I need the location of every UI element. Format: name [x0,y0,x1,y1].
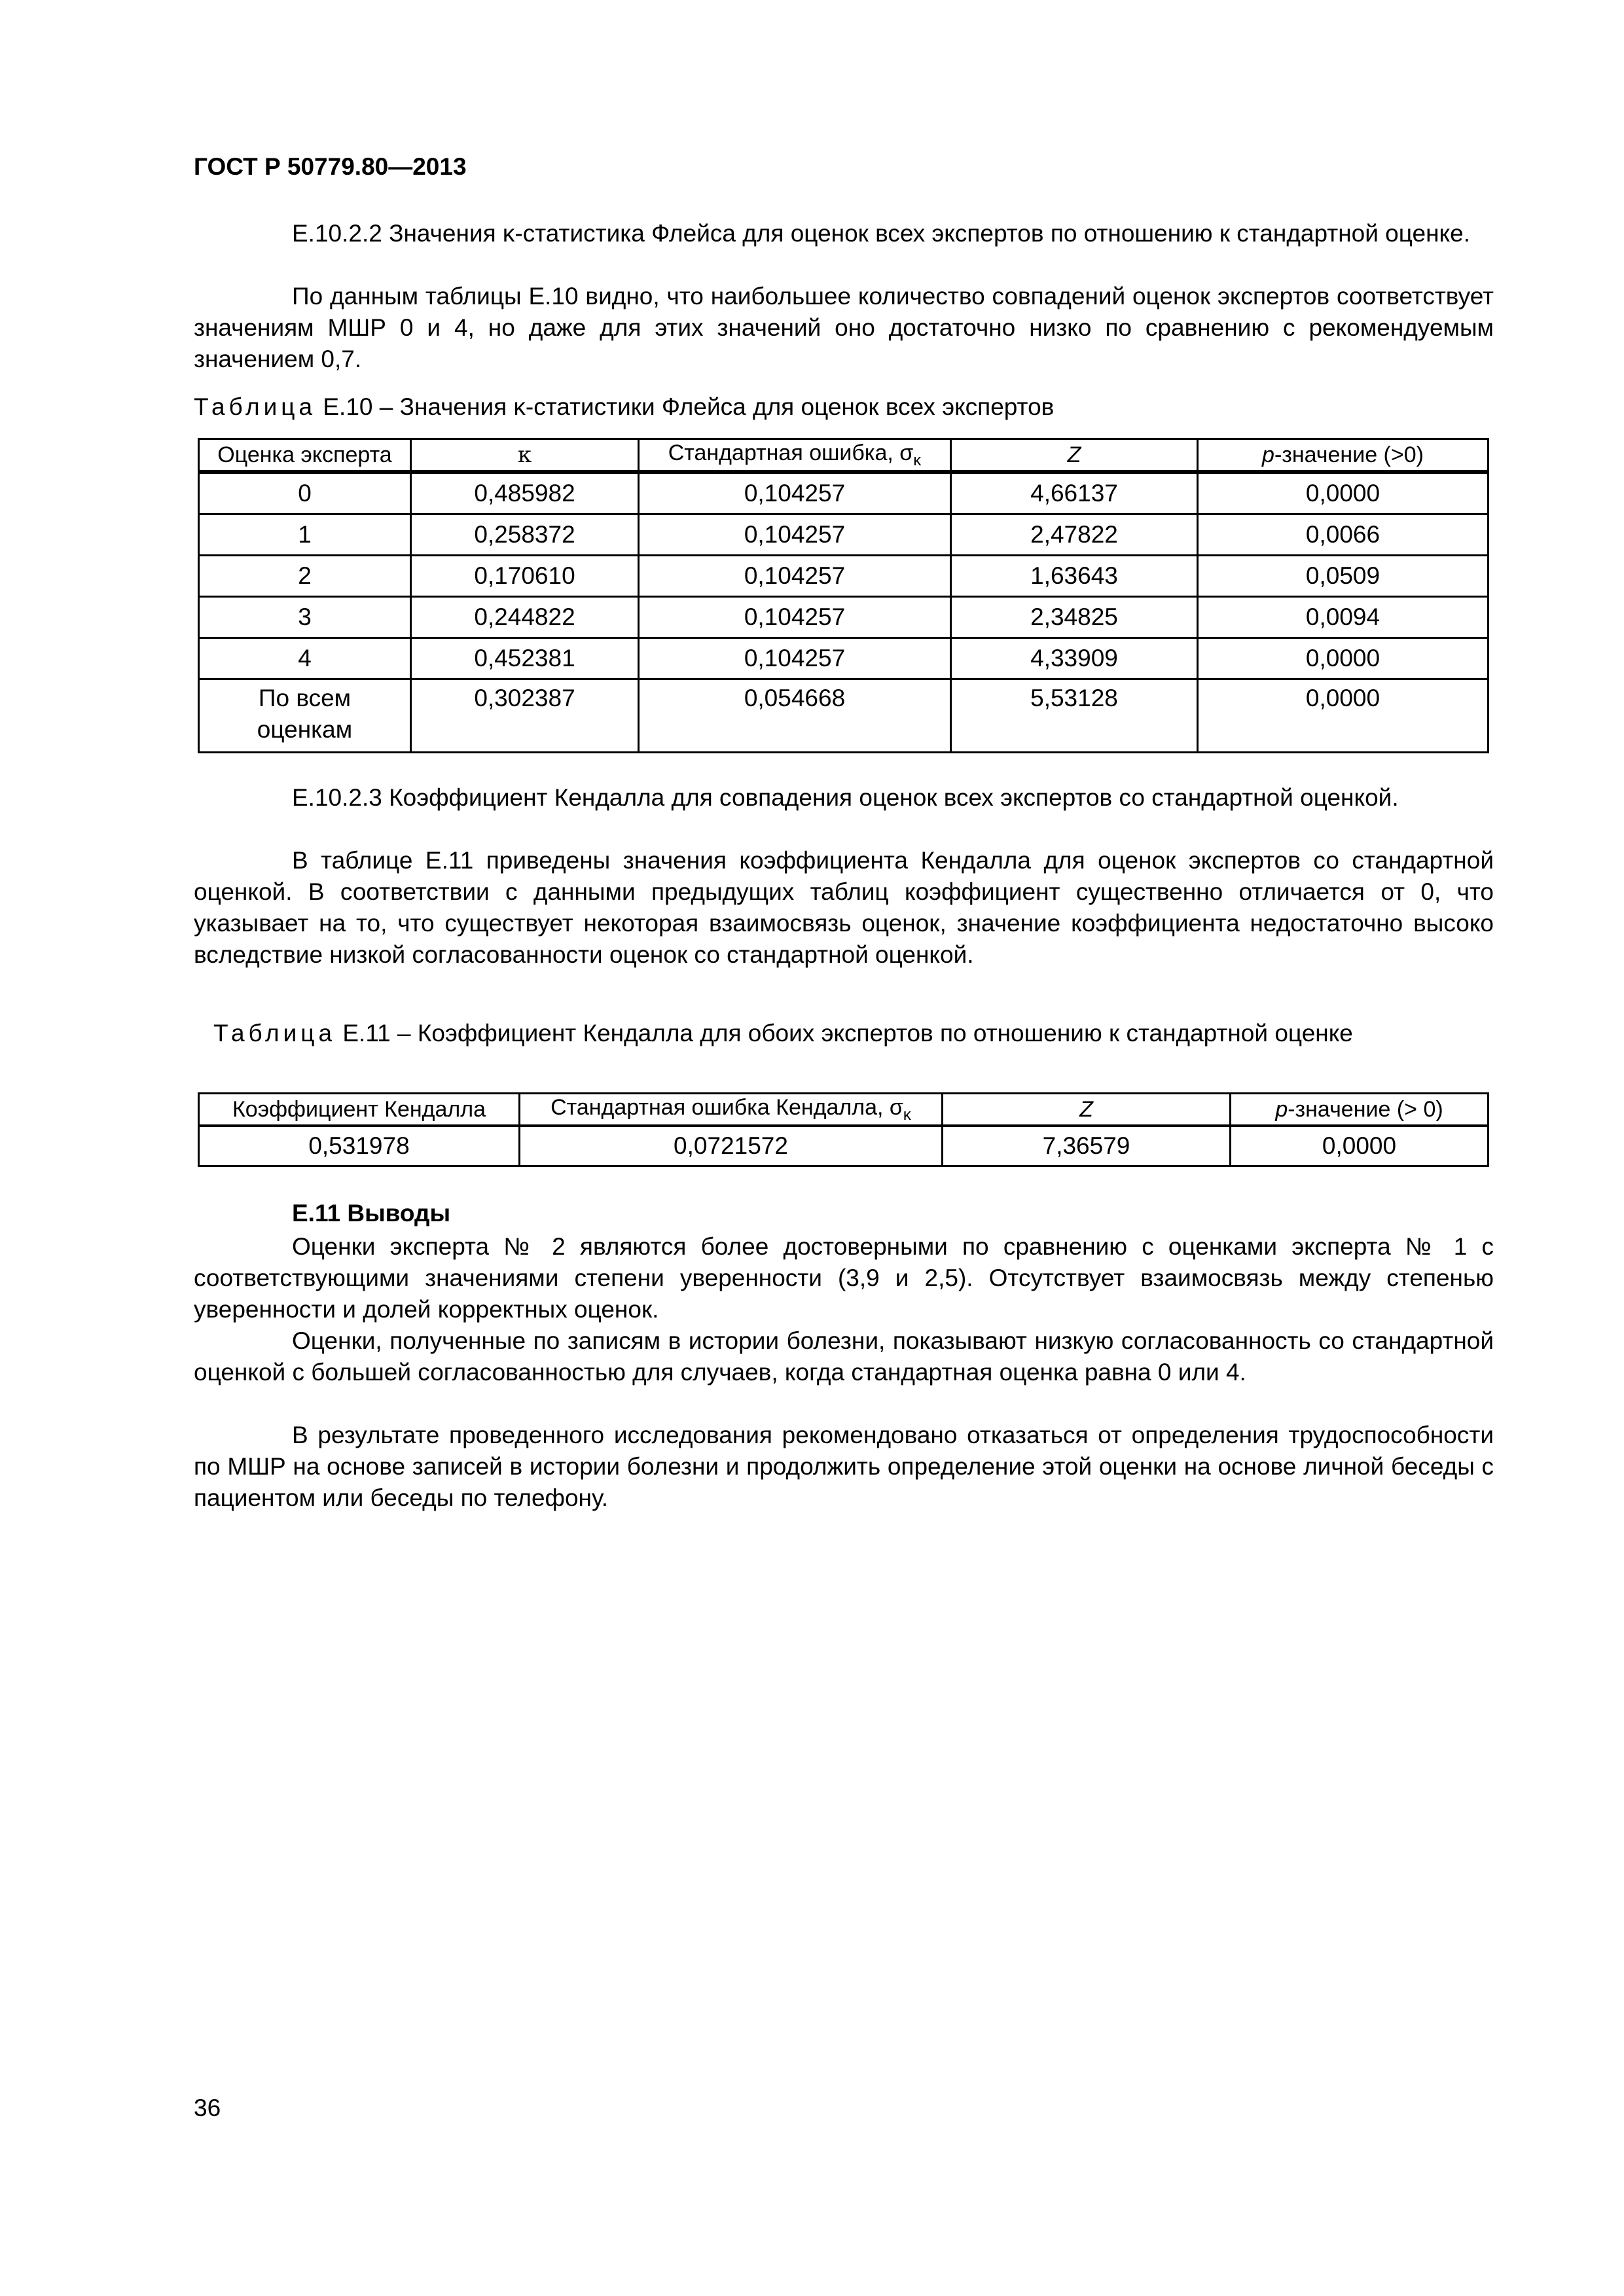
header-p-text: -значение (>0) [1274,442,1424,467]
cell-kappa: 0,485982 [411,472,639,514]
cell-kappa: 0,244822 [411,597,639,638]
table-e10-caption-label: Таблица [194,393,317,420]
cell-p: 0,0000 [1198,472,1489,514]
table-e10 [198,438,1489,753]
cell-z: 4,66137 [951,472,1198,514]
cell-z: 2,34825 [951,597,1198,638]
header-std-error-text: Стандартная ошибка, σ [668,440,914,465]
paragraph-e10-analysis: По данным таблицы Е.10 видно, что наибольшее количество совпадений оценок экспертов соответствует значениям МШР 0 и 4, но даже для этих значений оно достаточно низко по сравнению с рекомендуемым значением 0,7. [194,283,1494,372]
header-kendall: Коэффициент Кендалла [199,1094,520,1126]
cell-z: 2,47822 [951,514,1198,556]
cell-p: 0,0509 [1198,556,1489,597]
cell-score: 1 [199,514,411,556]
cell-kappa: 0,258372 [411,514,639,556]
table-e11 [198,1092,1489,1167]
header-kappa: κ [411,439,639,473]
table-e10-caption-text: Е.10 – Значения κ-статистики Флейса для оценок всех экспертов [316,393,1055,420]
header-std-error-sub: κ [913,451,922,469]
table-row [199,638,1489,679]
table-e11-caption-label: Таблица [213,1020,336,1047]
cell-score-total-line2: оценкам [257,716,353,743]
cell-p: 0,0000 [1231,1126,1489,1166]
cell-score: 3 [199,597,411,638]
cell-se: 0,104257 [639,556,951,597]
header-p-value [1198,439,1489,473]
cell-se: 0,054668 [639,679,951,753]
header-p-letter: p [1275,1096,1288,1122]
cell-z: 4,33909 [951,638,1198,679]
section-title-e11: Е.11 Выводы [292,1200,451,1227]
table-header-row [199,439,1489,473]
cell-se: 0,104257 [639,638,951,679]
paragraph-conclusion-2: Оценки, полученные по записям в истории болезни, показывают низкую согласованность со стандартной оценкой с большей согласованностью для случаев, когда стандартная оценка равна 0 или 4. [194,1327,1494,1386]
cell-p: 0,0066 [1198,514,1489,556]
cell-se: 0,104257 [639,597,951,638]
header-std-error [639,439,951,473]
paragraph-e10-2-3: Е.10.2.3 Коэффициент Кендалла для совпадения оценок всех экспертов со стандартной оценкой. [292,784,1399,811]
header-std-error-sub: κ [903,1105,911,1124]
cell-kendall: 0,531978 [199,1126,520,1166]
table-row [199,1126,1489,1166]
header-p-value [1231,1094,1489,1126]
cell-se: 0,104257 [639,514,951,556]
header-p-text: -значение (> 0) [1288,1096,1443,1122]
header-z: Z [951,439,1198,473]
header-std-error-text: Стандартная ошибка Кендалла, σ [550,1094,903,1120]
cell-score: 4 [199,638,411,679]
cell-score: 2 [199,556,411,597]
document-header: ГОСТ Р 50779.80—2013 [194,153,467,180]
page-number: 36 [194,2094,221,2121]
header-std-error [520,1094,943,1126]
cell-se: 0,104257 [639,472,951,514]
paragraph-e10-2-2: Е.10.2.2 Значения κ-статистика Флейса для оценок всех экспертов по отношению к стандартной оценке. [292,220,1470,247]
cell-kappa: 0,302387 [411,679,639,753]
cell-se: 0,0721572 [520,1126,943,1166]
table-e10-caption [194,391,1054,423]
cell-z: 5,53128 [951,679,1198,753]
table-e11-caption-text: Е.11 – Коэффициент Кендалла для обоих экспертов по отношению к стандартной оценке [336,1020,1353,1047]
cell-kappa: 0,452381 [411,638,639,679]
cell-z: 7,36579 [943,1126,1231,1166]
cell-score-total-line1: По всем [258,685,352,711]
cell-score-total [199,679,411,753]
header-expert-score: Оценка эксперта [199,439,411,473]
table-header-row [199,1094,1489,1126]
table-row [199,556,1489,597]
cell-kappa: 0,170610 [411,556,639,597]
table-row-total [199,679,1489,753]
table-row [199,597,1489,638]
cell-p: 0,0094 [1198,597,1489,638]
cell-z: 1,63643 [951,556,1198,597]
paragraph-conclusion-1: Оценки эксперта № 2 являются более достоверными по сравнению с оценками эксперта № 1 с соответствующими значениями степени уверенности (3,9 и 2,5). Отсутствует взаимосвязь между степенью уверенности и долей корректных оценок. [194,1233,1494,1323]
paragraph-e11-description: В таблице Е.11 приведены значения коэффициента Кендалла для оценок экспертов со стандартной оценкой. В соответствии с данными предыдущих таблиц коэффициент существенно отличается от 0, что указывает на то, что существует некоторая взаимосвязь оценок, значение коэффициента недостаточно высоко вследствие низкой согласованности оценок со стандартной оценкой. [194,847,1494,968]
cell-score: 0 [199,472,411,514]
table-row [199,472,1489,514]
header-p-letter: p [1262,442,1274,467]
header-z: Z [943,1094,1231,1126]
table-row [199,514,1489,556]
table-e11-caption [213,1018,1477,1049]
cell-p: 0,0000 [1198,638,1489,679]
cell-p: 0,0000 [1198,679,1489,753]
paragraph-conclusion-3: В результате проведенного исследования рекомендовано отказаться от определения трудоспособности по МШР на основе записей в истории болезни и продолжить определение этой оценки на основе личной беседы с пациентом или беседы по телефону. [194,1422,1494,1511]
